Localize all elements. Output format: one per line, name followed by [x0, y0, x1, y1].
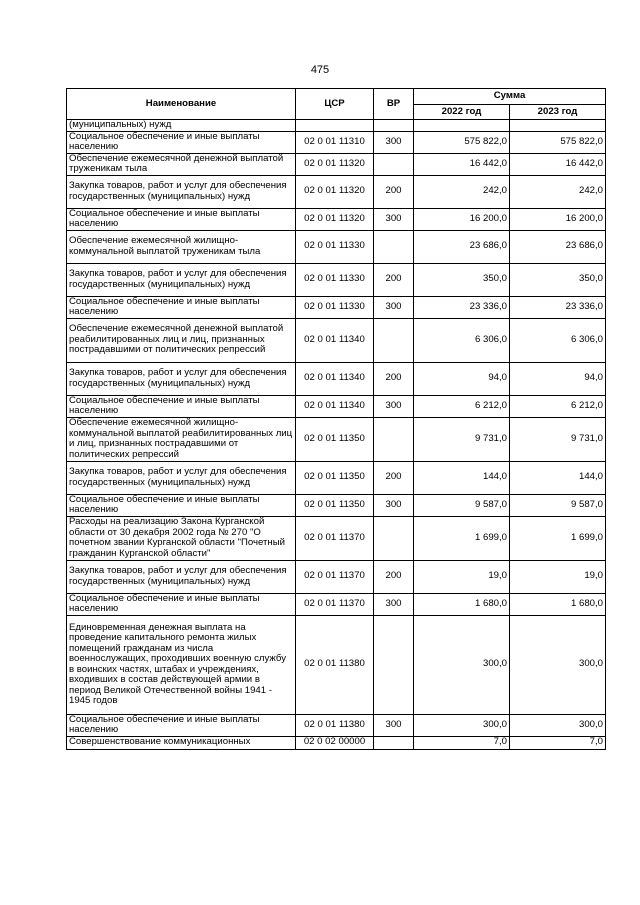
row-sum-2023-cell: 9 731,0	[510, 417, 606, 461]
table-row	[67, 615, 606, 714]
row-csr-cell: 02 0 01 11320	[296, 153, 374, 175]
row-csr-cell: 02 0 01 11370	[296, 560, 374, 593]
row-sum-2022-cell: 94,0	[414, 362, 510, 395]
row-sum-2023-cell: 144,0	[510, 461, 606, 494]
table-row	[67, 230, 606, 263]
row-sum-2023-cell: 575 822,0	[510, 131, 606, 153]
row-vr-cell	[374, 417, 414, 461]
header-vr: ВР	[374, 89, 414, 120]
page-number: 475	[310, 64, 330, 76]
table-row	[67, 175, 606, 208]
row-name-cell: Обеспечение ежемесячной денежной выплатой труженикам тыла	[67, 153, 296, 175]
row-vr-cell	[374, 516, 414, 560]
table-body	[67, 120, 606, 750]
row-name-cell: (муниципальных) нужд	[67, 120, 296, 132]
row-vr-cell	[374, 736, 414, 749]
row-csr-cell: 02 0 01 11350	[296, 461, 374, 494]
table-row	[67, 516, 606, 560]
row-sum-2022-cell: 9 731,0	[414, 417, 510, 461]
row-csr-cell: 02 0 01 11330	[296, 296, 374, 318]
row-csr-cell	[296, 120, 374, 132]
row-vr-cell: 300	[374, 395, 414, 417]
row-sum-2022-cell: 300,0	[414, 615, 510, 714]
row-vr-cell: 200	[374, 362, 414, 395]
row-sum-2022-cell: 575 822,0	[414, 131, 510, 153]
row-sum-2022-cell: 23 336,0	[414, 296, 510, 318]
row-sum-2022-cell: 16 200,0	[414, 208, 510, 230]
row-csr-cell: 02 0 01 11380	[296, 714, 374, 736]
row-name-cell: Закупка товаров, работ и услуг для обеспечения государственных (муниципальных) нужд	[67, 461, 296, 494]
table-row	[67, 131, 606, 153]
table-row	[67, 395, 606, 417]
row-sum-2022-cell: 23 686,0	[414, 230, 510, 263]
table-row	[67, 417, 606, 461]
table-row	[67, 714, 606, 736]
row-csr-cell: 02 0 01 11340	[296, 318, 374, 362]
row-csr-cell: 02 0 01 11330	[296, 263, 374, 296]
header-sum: Сумма	[414, 89, 606, 105]
row-sum-2023-cell: 300,0	[510, 615, 606, 714]
row-sum-2023-cell: 23 336,0	[510, 296, 606, 318]
table-row	[67, 494, 606, 516]
row-csr-cell: 02 0 01 11330	[296, 230, 374, 263]
row-csr-cell: 02 0 02 00000	[296, 736, 374, 749]
row-name-cell: Закупка товаров, работ и услуг для обеспечения государственных (муниципальных) нужд	[67, 560, 296, 593]
table-row	[67, 560, 606, 593]
row-name-cell: Обеспечение ежемесячной жилищно-коммунальной выплатой реабилитированных лиц и лиц, признанных пострадавшими от политических репрессий	[67, 417, 296, 461]
row-name-cell: Единовременная денежная выплата на проведение капитального ремонта жилых помещений гражданам из числа военнослужащих, проходивших военную службу в воинских частях, штабах и учреждениях, входивших в состав действующей армии в период Великой Отечественной войны 1941 - 1945 годов	[67, 615, 296, 714]
row-vr-cell	[374, 153, 414, 175]
row-sum-2023-cell: 350,0	[510, 263, 606, 296]
row-csr-cell: 02 0 01 11320	[296, 208, 374, 230]
table-row	[67, 208, 606, 230]
row-vr-cell: 300	[374, 494, 414, 516]
row-name-cell: Расходы на реализацию Закона Курганской области от 30 декабря 2002 года № 270 "О почетном звании Курганской области "Почетный гражданин Курганской области"	[67, 516, 296, 560]
header-year-2023: 2023 год	[510, 104, 606, 120]
row-name-cell: Социальное обеспечение и иные выплаты населению	[67, 208, 296, 230]
row-vr-cell: 300	[374, 714, 414, 736]
row-csr-cell: 02 0 01 11340	[296, 362, 374, 395]
row-name-cell: Закупка товаров, работ и услуг для обеспечения государственных (муниципальных) нужд	[67, 263, 296, 296]
row-sum-2023-cell: 1 699,0	[510, 516, 606, 560]
row-vr-cell: 200	[374, 560, 414, 593]
table-row	[67, 461, 606, 494]
row-sum-2022-cell: 9 587,0	[414, 494, 510, 516]
row-csr-cell: 02 0 01 11370	[296, 516, 374, 560]
row-sum-2023-cell: 19,0	[510, 560, 606, 593]
row-vr-cell: 200	[374, 175, 414, 208]
row-sum-2023-cell: 7,0	[510, 736, 606, 749]
row-name-cell: Социальное обеспечение и иные выплаты населению	[67, 714, 296, 736]
row-vr-cell	[374, 615, 414, 714]
row-sum-2022-cell: 1 699,0	[414, 516, 510, 560]
table-row	[67, 593, 606, 615]
row-sum-2022-cell	[414, 120, 510, 132]
row-sum-2023-cell: 23 686,0	[510, 230, 606, 263]
row-sum-2022-cell: 350,0	[414, 263, 510, 296]
row-vr-cell	[374, 230, 414, 263]
row-vr-cell: 300	[374, 131, 414, 153]
table-row	[67, 318, 606, 362]
row-sum-2023-cell: 300,0	[510, 714, 606, 736]
row-vr-cell: 300	[374, 593, 414, 615]
row-csr-cell: 02 0 01 11350	[296, 417, 374, 461]
header-name: Наименование	[67, 89, 296, 120]
row-vr-cell	[374, 120, 414, 132]
row-sum-2022-cell: 1 680,0	[414, 593, 510, 615]
row-vr-cell: 200	[374, 263, 414, 296]
row-sum-2023-cell: 6 212,0	[510, 395, 606, 417]
table-row	[67, 736, 606, 749]
row-vr-cell: 300	[374, 296, 414, 318]
row-sum-2023-cell: 242,0	[510, 175, 606, 208]
row-sum-2023-cell: 16 200,0	[510, 208, 606, 230]
row-sum-2022-cell: 16 442,0	[414, 153, 510, 175]
row-sum-2022-cell: 6 306,0	[414, 318, 510, 362]
row-csr-cell: 02 0 01 11370	[296, 593, 374, 615]
budget-table	[66, 88, 606, 750]
row-sum-2022-cell: 6 212,0	[414, 395, 510, 417]
row-name-cell: Закупка товаров, работ и услуг для обеспечения государственных (муниципальных) нужд	[67, 175, 296, 208]
row-sum-2023-cell: 1 680,0	[510, 593, 606, 615]
row-csr-cell: 02 0 01 11380	[296, 615, 374, 714]
row-name-cell: Обеспечение ежемесячной жилищно-коммунальной выплатой труженикам тыла	[67, 230, 296, 263]
row-csr-cell: 02 0 01 11310	[296, 131, 374, 153]
row-csr-cell: 02 0 01 11350	[296, 494, 374, 516]
row-csr-cell: 02 0 01 11340	[296, 395, 374, 417]
row-name-cell: Совершенствование коммуникационных	[67, 736, 296, 749]
row-sum-2022-cell: 144,0	[414, 461, 510, 494]
row-name-cell: Социальное обеспечение и иные выплаты населению	[67, 296, 296, 318]
row-vr-cell: 200	[374, 461, 414, 494]
table-row	[67, 153, 606, 175]
row-sum-2022-cell: 242,0	[414, 175, 510, 208]
row-sum-2022-cell: 7,0	[414, 736, 510, 749]
row-name-cell: Социальное обеспечение и иные выплаты населению	[67, 593, 296, 615]
row-vr-cell	[374, 318, 414, 362]
header-csr: ЦСР	[296, 89, 374, 120]
row-sum-2023-cell: 9 587,0	[510, 494, 606, 516]
row-sum-2023-cell: 6 306,0	[510, 318, 606, 362]
row-name-cell: Социальное обеспечение и иные выплаты населению	[67, 395, 296, 417]
row-name-cell: Социальное обеспечение и иные выплаты населению	[67, 494, 296, 516]
table-row	[67, 362, 606, 395]
row-csr-cell: 02 0 01 11320	[296, 175, 374, 208]
table-row	[67, 296, 606, 318]
row-name-cell: Закупка товаров, работ и услуг для обеспечения государственных (муниципальных) нужд	[67, 362, 296, 395]
row-sum-2023-cell: 94,0	[510, 362, 606, 395]
table-row	[67, 120, 606, 132]
row-sum-2023-cell: 16 442,0	[510, 153, 606, 175]
row-sum-2022-cell: 19,0	[414, 560, 510, 593]
row-vr-cell: 300	[374, 208, 414, 230]
row-sum-2022-cell: 300,0	[414, 714, 510, 736]
table-row	[67, 263, 606, 296]
row-name-cell: Обеспечение ежемесячной денежной выплатой реабилитированных лиц и лиц, признанных пострадавшими от политических репрессий	[67, 318, 296, 362]
header-year-2022: 2022 год	[414, 104, 510, 120]
row-name-cell: Социальное обеспечение и иные выплаты населению	[67, 131, 296, 153]
row-sum-2023-cell	[510, 120, 606, 132]
